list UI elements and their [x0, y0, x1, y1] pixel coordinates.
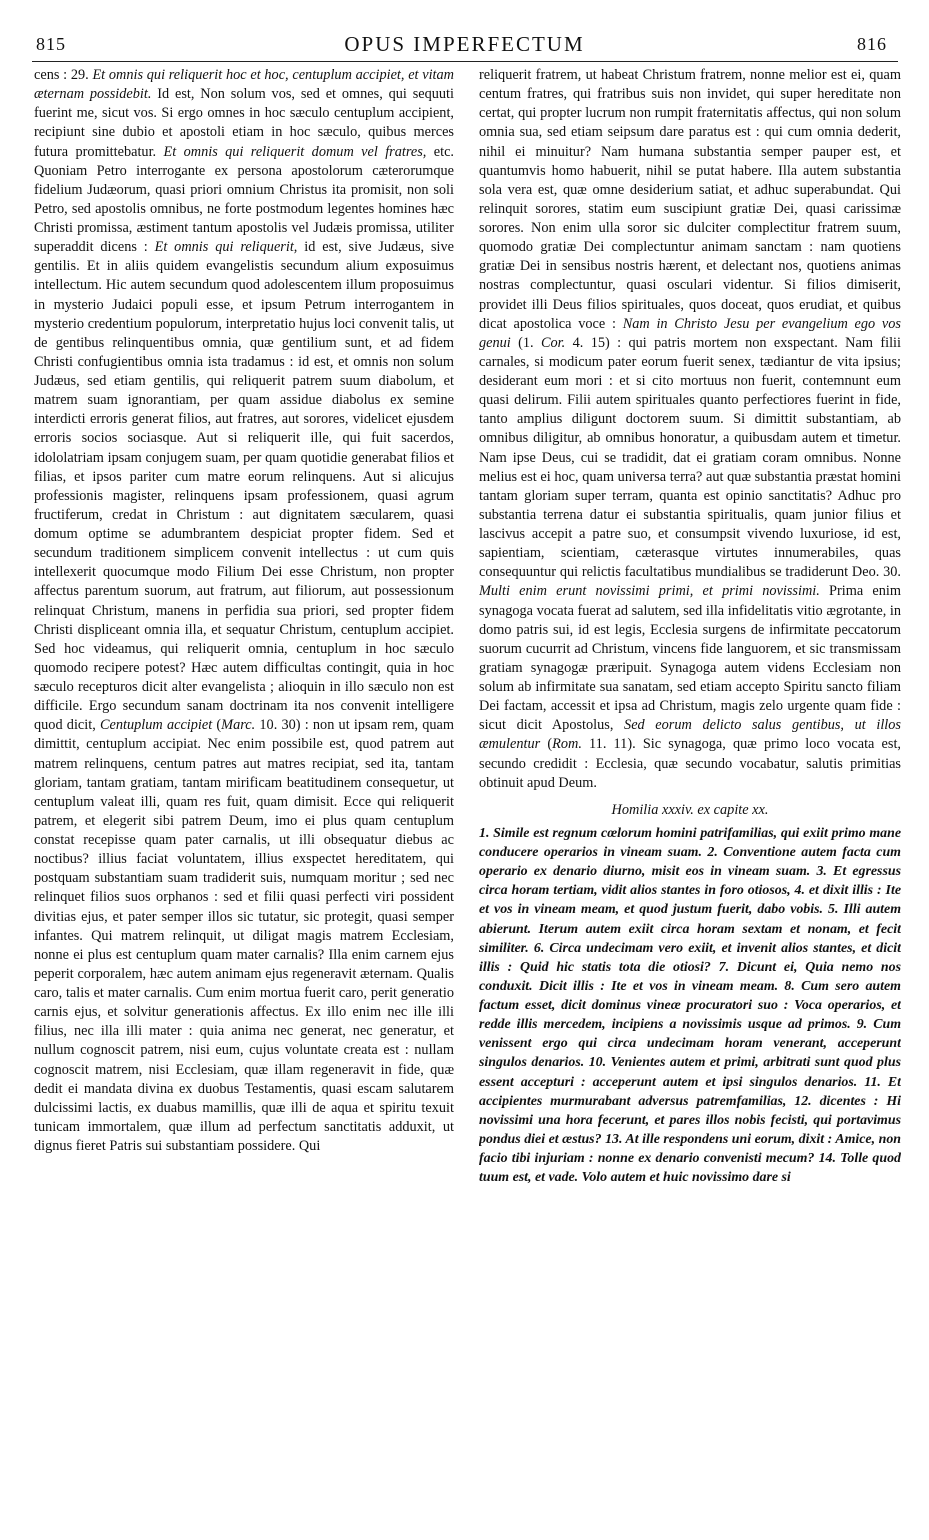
running-title: OPUS IMPERFECTUM: [344, 32, 585, 56]
homily-heading: Homilia xxxiv. ex capite xx.: [611, 801, 769, 818]
text-segment: (: [212, 717, 222, 734]
left-column-paragraph: [34, 66, 454, 1156]
text-segment: (1.: [510, 334, 541, 351]
italic-quotation: Et omnis qui reliquerit,: [154, 239, 298, 256]
italic-quotation: Multi enim erunt novissimi primi, et primi novissimi.: [479, 583, 820, 600]
text-segment: 10. 30) : non ut ipsam rem, quam dimittit, centuplum accipiat. Nec enim possibile est, quod patrem aut matrem relinquens, centum patres aut matres recipiat, sed ita, tantam gloriam, tantam gratiam, tantam mirificam beatitudinem consequetur, ut centuplum valeat illi, quam res fuit, quam dimisit. Ecce qui reliquerit patrem, et elegerit sibi patrem Deum, imo ei plus quam centuplum constat recepisse quam pater carnalis, ut illi obsequatur diebus ac noctibus? illius faciat voluntatem, illius exspectet hereditatem, qui postquam substantiam suam tradiderit suis, numquam moritur ; sed nec relinquet filios suos orphanos : sed et filii quasi perfecti viri possident divitias ejus, et pater semper illos sic tutatur, sic protegit, quasi semper infantes. Qui matrem relinquit, ut diligat magis matrem Ecclesiam, nonne ei plus est centuplum quam mater carnalis? Illa enim carnem ejus peperit corporalem, hæc autem animam ejus regeneravit æternam. Qualis caro, talis et mater carnalis. Cum enim mortua fuerit caro, perit generatio carnis ejus, et solvitur generationis affectus. Ex illo enim nec ille illi filius, nec illa illi mater : quia anima nec generat, nec generatur, et nullum cognoscit patrem, nisi eum, cujus voluntate creata est : nullam cognoscit matrem, nisi Ecclesiam, quæ illam regeneravit in fide, quæ dedit ei mandata divina ex duobus Testamentis, quasi escam salutarem dulcissimi lactis, ex duabus mamillis, quæ illi de aqua et spiritu texuit tunicam immortalem, quæ illum ad perfectum sanctitatis adduxit, ut dignus fieret Patris sui substantiam possidere. Qui: [34, 717, 454, 1154]
text-segment: id est, sive Judæus, sive gentilis. Et in aliis quidem evangelistis secundum alium exposuimus intellectum. Hic autem secundum quod adolescentem illum proposuimus in mysterio Judaici populi esse, et ipsum Petrum interrogantem in mysterio credentium populorum, interpretatio hujus loci convenit talis, ut de gentibus relinquentibus omnia, quæ gentilium sunt, et ad fidem Christi confugientibus omnia ista tradamus : id est, et omnis non solum Judæus, sed etiam gentilis, qui reliquerit patrem suum diabolum, et matrem suam ignorantiam, per quam assidue diabolus ex semine interdicti erroris generat filios, aut fratres, aut sorores, videlicet ejusdem erroris socios sociasque. Aut si reliquerit ille, qui fuit sacerdos, idololatriam ipsam conjugem suam, per quam quotidie generabat filios et filias, et ipsos pariter cum matre eorum relinquens. Aut si alicujus professionis magister, relinquens ipsam professionem, quasi agrum fructiferum, credat in Christum : aut dignitatem sæcularem, quasi domum optime se adumbrantem despiciat propter fidem. Sed et secundum traditionem simplicem convenit intellectus : ut cum quis intellexerit quocumque modo Filium Dei esse Christum, non propter affectus parentum suorum, aut fratrum, aut filiorum, aut possessionum relinquat Christum, manens in perfidia sua priori, sed propter fidem Christi displiceant omnia illa, et sequatur Christum, centuplum accipiet. Sed hoc videamus, qui reliquerit omnia, centuplum in hoc sæculo quomodo recipere potest? Hæc autem difficultas contingit, quia in hoc sæculo recepturos dicit alter evangelista ; alioquin in illo sæculo non est difficile. Ergo secundum sanam doctrinam ita nos convenit intelligere quod dicit,: [34, 239, 454, 734]
text-segment: cens : 29.: [34, 67, 93, 83]
left-column-number: 815: [36, 34, 66, 54]
text-segment: 11. 11). Sic synagoga, quæ primo loco vocata est, secundo credidit : Ecclesia, quæ secundo vocabatur, salutis primitias obtinuit apud Deum.: [479, 736, 901, 791]
italic-quotation: Cor.: [541, 334, 566, 351]
homily-scripture-text: 1. Simile est regnum cœlorum homini patrifamilias, qui exiit primo mane conducere operarios in vineam suam. 2. Conventione autem facta cum operario ex denario diurno, misit eos in vineam suam. 3. Et egressus circa horam tertiam, vidit alios stantes in foro otiosos, 4. et dixit illis : Ite et vos in vineam meam, et quod justum fuerit, dabo vobis. 5. Illi autem abierunt. Iterum autem exiit circa horam sextam et nonam, et fecit similiter. 6. Circa undecimam vero exiit, et invenit alios stantes, et dicit illis : Quid hic statis tota die otiosi? 7. Dicunt ei, Quia nemo nos conduxit. Dicit illis : Ite et vos in vineam meam. 8. Cum sero autem factum esset, dicit dominus vineæ procuratori suo : Voca operarios, et redde illis mercedem, incipiens a novissimis usque ad primos. 9. Cum venissent ergo qui circa undecimam horam venerant, acceperunt singulos denarios. 10. Venientes autem et primi, arbitrati sunt quod plus essent accepturi : acceperunt autem et ipsi singulos denarios. 11. Et accipientes murmurabant adversus patremfamilias, 12. dicentes : Hi novissimi una hora fecerunt, et pares illos nobis fecisti, qui portavimus pondus diei et æstus? 13. At ille respondens uni eorum, dixit : Amice, non facio tibi injuriam : nonne ex denario convenisti mecum? 14. Tolle quod tuum est, et vade. Volo autem et huic novissimo dare si: [479, 825, 901, 1186]
italic-quotation: Nam in Christo Jesu per evangelium ego vos genui: [479, 315, 901, 351]
text-segment: reliquerit fratrem, ut habeat Christum fratrem, nonne melior est ei, quam centum fratres, qui fratribus suis non invidet, qui super hereditate non certat, qui propter lucrum non rumpit fraternitatis affectus, qui non solum omnia sua, sed etiam seipsum dare paratus est : qui cum omnia dederit, nihil ei minuitur? Nam humana substantia semper pauper est, et quantumvis homo habuerit, nihil se putat habere. Illa autem substantia sola vera est, quæ omne desiderium satiat, et adhuc superabundat. Qui relinquit sorores, statim eum suscipiunt gratiæ Dei, quasi carissimæ sorores. Non enim ulla soror sic dulciter complectitur fratrem suum, quomodo gratiæ Dei complectuntur animam sanctam : nam quotiens gratiæ Dei in sensibus nostris hærent, et delectant nos, quotiens animas nostras complectuntur, quasi osculari videntur. Si filios dimiserit, providet illi Deus filios spirituales, quos doceat, quos erudiat, et quibus dicat apostolica voce :: [479, 67, 901, 332]
text-segment: 4. 15) : qui patris mortem non exspectant. Nam filii carnales, si modicum pater eorum fuerit senex, tædiantur de vita ipsius; desiderant eum mori : et si cito mortuus non fuerit, contemnunt eum quasi delirum. Filii autem spirituales quanto perfectiores fuerint in fide, tanto amplius diligunt doctorem suum. Si dimittit substantiam, ab omnibus diligitur, ab omnibus honoratur, a quibusdam autem et timetur. Nam ipse Deus, cui se tradidit, dat ei gratiam coram omnibus. Nonne melius est ei hoc, quam universa terra? aut quæ substantia præstat homini tantam gloriam super terram, quanta est opinio sanctitatis? Adhuc pro substantia terrena datur ei substantia spiritualis, quam junior filius et lascivus accepit a patre suo, et consumpsit vivendo luxuriose, id est, sapientiam, scientiam, cæterasque virtutes innumerabiles, quas consequuntur qui relictis facultatibus mundialibus se tradiderunt Deo. 30.: [479, 334, 901, 581]
text-segment: Prima enim synagoga vocata fuerat ad salutem, sed illa infidelitatis vitio ægrotante, in domo patris sui, id est legis, Ecclesia surgens de infirmitate peccatorum suorum cucurrit ad Christum, vincens fide languorem, et sic transmissam gratiam synagogæ præripuit. Synagoga autem videns Ecclesiam non solum ab infirmitate sua sanatam, sed etiam accepto Spiritu sancto filiam Dei factam, accessit et ipsa ad Christum, magis zelo urgente quam fide : sicut dicit Apostolus,: [479, 583, 901, 734]
page-header: [0, 0, 929, 62]
text-segment: Id est, Non solum vos, sed et omnes, qui sequuti fuerint me, sicut vos. Si ergo omnes in hoc sæculo centuplum accipient, recipiunt sine dubio et apostoli etiam in hoc sæculo, quibus merces futura promittebatur.: [34, 86, 454, 160]
italic-quotation: Et omnis qui reliquerit hoc et hoc, centuplum accipiet, et vitam æternam possidebit.: [34, 67, 454, 103]
text-segment: (: [540, 736, 553, 753]
left-text-column: [34, 66, 454, 1536]
text-segment: etc. Quoniam Petro interrogante ex persona apostolorum cæterorumque fidelium Judæorum, quasi priori omnium Christus ita promisit, non soli Petro, sed apostolis omnibus, ne forte postmodum legentes homines hæc Christi promissa, æstiment tantum apostolis vel Judæis promissa, utiliter superaddit dicens :: [34, 143, 454, 256]
italic-quotation: Sed eorum delicto salus gentibus, ut illos æmulentur: [479, 717, 901, 753]
italic-quotation: Rom.: [552, 736, 582, 753]
right-column-number: 816: [857, 34, 887, 54]
italic-quotation: Marc.: [221, 717, 256, 734]
right-text-column: [479, 66, 901, 1536]
right-column-paragraph: [479, 66, 901, 793]
italic-quotation: Centuplum accipiet: [100, 717, 213, 734]
header-rule: [32, 61, 898, 62]
italic-quotation: Et omnis qui reliquerit domum vel fratres,: [163, 143, 427, 160]
